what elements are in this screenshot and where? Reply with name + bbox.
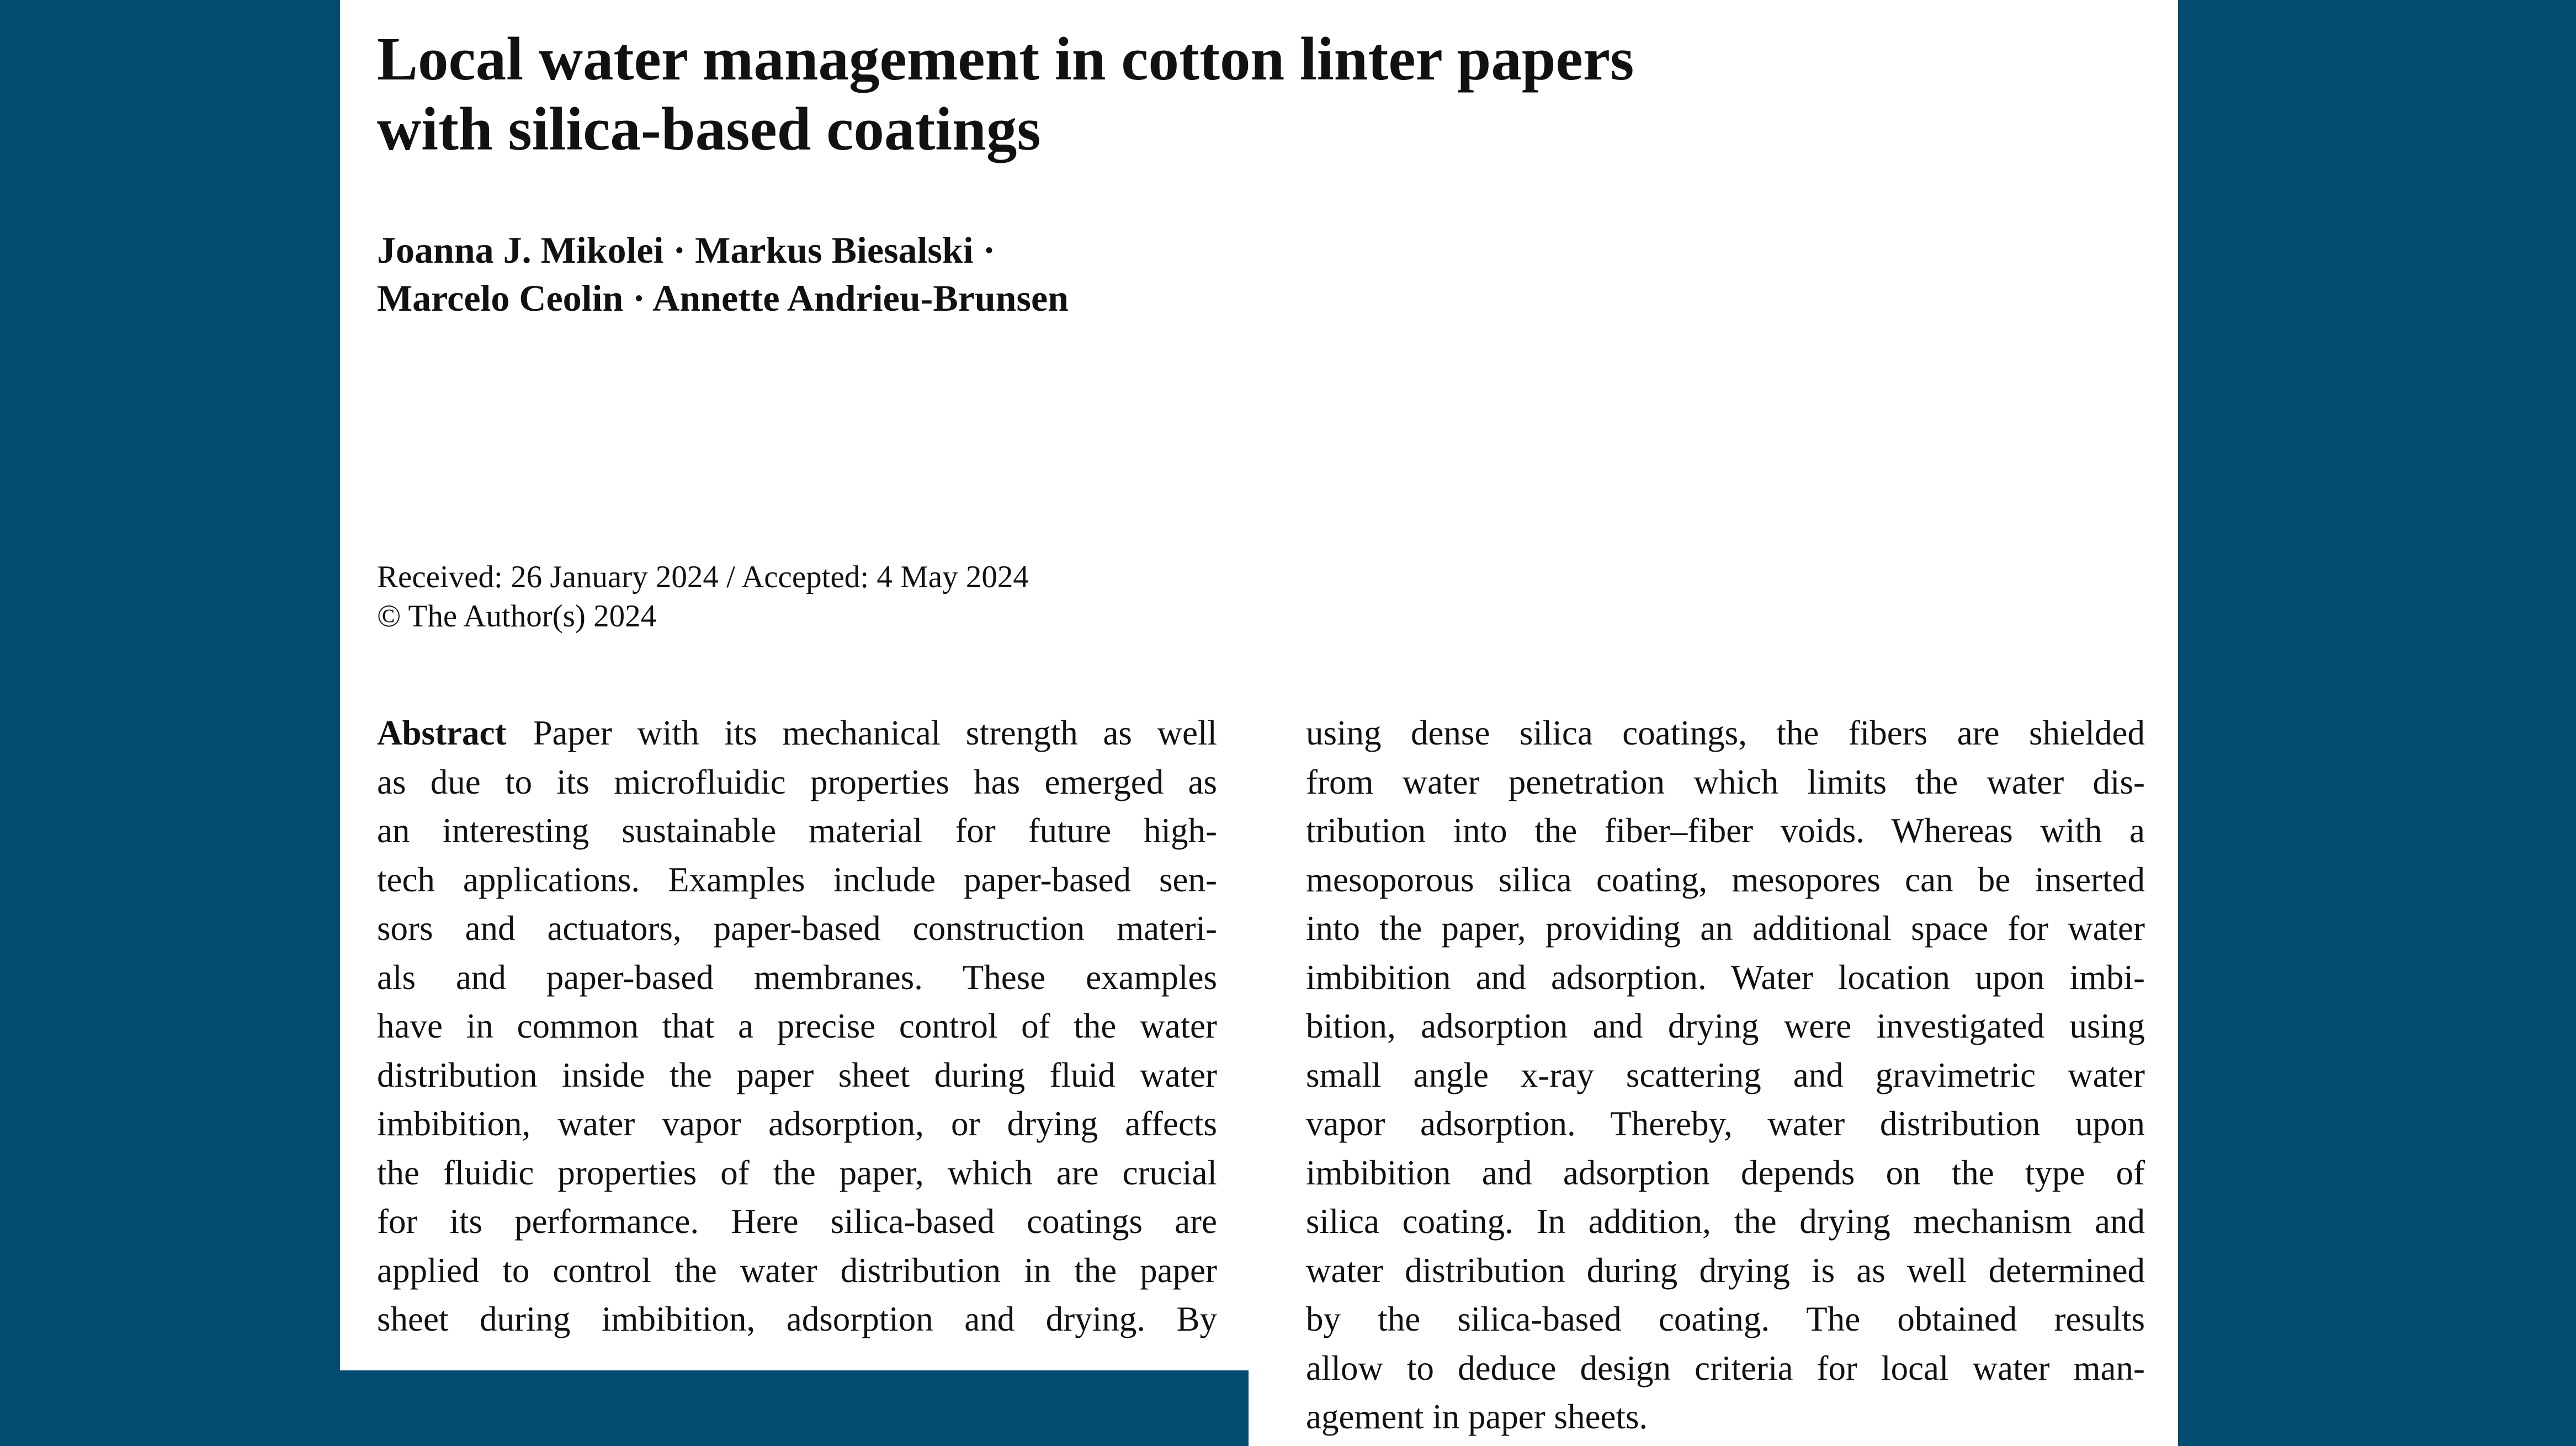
author-line: Joanna J. Mikolei · Markus Biesalski · <box>377 229 996 271</box>
abstract-line: imbibition, water vapor adsorption, or drying affects <box>377 1104 1217 1143</box>
abstract-line: water distribution during drying is as well determined <box>1306 1251 2145 1290</box>
abstract-line: into the paper, providing an additional space for water <box>1306 909 2145 948</box>
abstract-line: distribution inside the paper sheet during fluid water <box>377 1055 1217 1094</box>
title-line: with silica-based coatings <box>377 95 1041 163</box>
abstract-line: agement in paper sheets. <box>1306 1397 1648 1436</box>
abstract-line: sors and actuators, paper-based construction materi- <box>377 909 1217 948</box>
abstract-label: Abstract <box>377 714 507 752</box>
author-list <box>377 226 1069 322</box>
publication-dates <box>377 557 1029 636</box>
abstract-line: imbibition and adsorption depends on the type of <box>1306 1153 2145 1192</box>
abstract-line: small angle x-ray scattering and gravimetric water <box>1306 1055 2145 1094</box>
abstract-line: by the silica-based coating. The obtained results <box>1306 1300 2145 1338</box>
abstract-column-right <box>1306 709 2145 1442</box>
abstract-line: using dense silica coatings, the fibers are shielded <box>1306 714 2145 752</box>
abstract-line: tribution into the fiber–fiber voids. Whereas with a <box>1306 811 2145 850</box>
abstract-line: sheet during imbibition, adsorption and drying. By <box>377 1300 1217 1338</box>
abstract-line: as due to its microfluidic properties has emerged as <box>377 762 1217 801</box>
author-line: Marcelo Ceolin · Annette Andrieu-Brunsen <box>377 277 1069 319</box>
title-line: Local water management in cotton linter papers <box>377 25 1634 93</box>
abstract-line: allow to deduce design criteria for local water man- <box>1306 1348 2145 1387</box>
abstract-line: tech applications. Examples include paper-based sen- <box>377 860 1217 899</box>
received-accepted-dates: Received: 26 January 2024 / Accepted: 4 May 2024 <box>377 560 1029 594</box>
paper-title <box>377 24 2088 164</box>
abstract-line: have in common that a precise control of the water <box>377 1007 1217 1045</box>
abstract-line: bition, adsorption and drying were investigated using <box>1306 1007 2145 1045</box>
abstract-column-left <box>377 709 1217 1344</box>
abstract-line: imbibition and adsorption. Water location upon imbi- <box>1306 958 2145 997</box>
abstract-line: from water penetration which limits the water dis- <box>1306 762 2145 801</box>
abstract-line: applied to control the water distribution in the paper <box>377 1251 1217 1290</box>
abstract-line <box>377 709 1217 758</box>
abstract-line: silica coating. In addition, the drying mechanism and <box>1306 1202 2145 1241</box>
abstract-line: mesoporous silica coating, mesopores can be inserted <box>1306 860 2145 899</box>
abstract-line: for its performance. Here silica-based coatings are <box>377 1202 1217 1241</box>
abstract-line: vapor adsorption. Thereby, water distribution upon <box>1306 1104 2145 1143</box>
abstract-line: the fluidic properties of the paper, which are crucial <box>377 1153 1217 1192</box>
abstract-line: als and paper-based membranes. These examples <box>377 958 1217 997</box>
copyright-notice: © The Author(s) 2024 <box>377 599 657 634</box>
abstract-text: Paper with its mechanical strength as well <box>533 714 1217 752</box>
abstract-line: an interesting sustainable material for future high- <box>377 811 1217 850</box>
